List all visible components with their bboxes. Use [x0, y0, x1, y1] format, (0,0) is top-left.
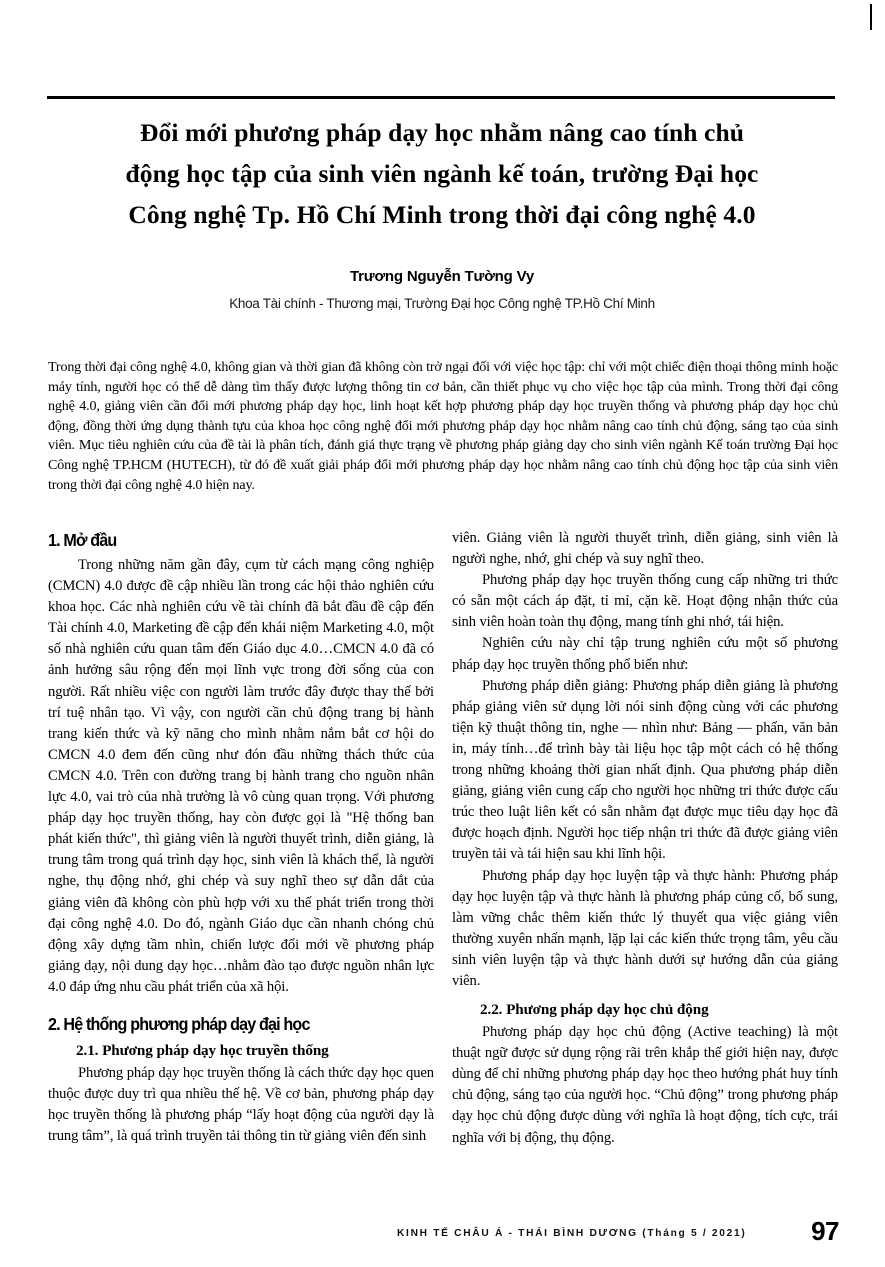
left-column [48, 528, 434, 1147]
author-name: Trương Nguyễn Tường Vy [350, 268, 534, 285]
author-affiliation: Khoa Tài chính - Thương mại, Trường Đại học Công nghệ TP.Hồ Chí Minh [229, 296, 655, 311]
continued-paragraph: viên. Giảng viên là người thuyết trình, diễn giảng, sinh viên là người nghe, nhớ, ghi chép và suy nghĩ theo. [452, 530, 838, 568]
section-1-heading: 1. Mở đầu [48, 530, 117, 550]
title-line-2: động học tập của sinh viên ngành kế toán, trường Đại học [125, 159, 759, 188]
section-2-1-paragraph: Phương pháp dạy học truyền thống là cách thức dạy học quen thuộc được duy trì qua nhiều thế hệ. Về cơ bản, phương pháp dạy học truyền thống là phương pháp “lấy hoạt động của người dạy là trung tâm”, là quá trình truyền tải thông tin từ giảng viên đến sinh [48, 1064, 434, 1145]
section-1-paragraph: Trong những năm gần đây, cụm từ cách mạng công nghiệp (CMCN) 4.0 được đề cập nhiều lần trong các hội thảo nghiên cứu khoa học. Các nhà nghiên cứu về tài chính đã bắt đầu đề cập đến Tài chính 4.0, Marketing đề cập đến khái niệm Marketing 4.0, một số nhà nghiên cứu quan tâm đến Giáo dục 4.0…CMCN 4.0 đã có ảnh hưởng sâu rộng đến mọi lĩnh vực trong đời sống của con người. Rất nhiều việc con người làm trước đây được thay thế bởi trí tuệ nhân tạo. Vì vậy, con người cần chủ động trang bị hành trang kiến thức và kỹ năng cho mình nhằm nắm bắt cơ hội do CMCN 4.0 đem đến cũng như đón đầu những thách thức của CMCN 4.0. Trên con đường trang bị hành trang cho nguồn nhân lực 4.0, vai trò của nhà trường là vô cùng quan trọng. Với phương pháp dạy học truyền thống, hay còn được gọi là "Hệ thống ban phát kiến thức", thì giảng viên là người thuyết trình, diễn giảng, là trung tâm trong quá trình dạy học, sinh viên là khách thể, là người nghe, thụ động nhớ, ghi chép và suy nghĩ theo sự dẫn dắt của giảng viên đã không còn phù hợp với xu thế phát triển trong thời đại công nghệ 4.0. Do đó, ngành Giáo dục cần nhanh chóng chủ động xây dựng tầm nhìn, chiến lược đổi mới về phương pháp giảng dạy, nội dung dạy học…nhằm đào tạo được nguồn nhân lực 4.0 đáp ứng nhu cầu phát triển của xã hội. [48, 557, 434, 995]
abstract-text: Trong thời đại công nghệ 4.0, không gian và thời gian đã không còn trở ngại đối với việc học tập: chỉ với một chiếc điện thoại thông minh hoặc máy tính, người học có thể dễ dàng tìm thấy được lượng thông tin cơ bản, cần thiết phục vụ cho việc học tập của mình. Trong thời đại công nghệ 4.0, giảng viên cần đổi mới phương pháp dạy học, linh hoạt kết hợp phương pháp dạy học truyền thống và phương pháp dạy học chủ động, đồng thời ứng dụng thành tựu của khoa học công nghệ đổi mới phương pháp dạy học nhằm nâng cao tính chủ động, sáng tạo của sinh viên. Mục tiêu nghiên cứu của đề tài là phân tích, đánh giá thực trạng về phương pháp giảng dạy cho sinh viên ngành Kế toán trường Đại học Công nghệ TP.HCM (HUTECH), từ đó đề xuất giải pháp đổi mới phương pháp dạy học nhằm nâng cao tính chủ động học tập của sinh viên trong thời đại công nghệ 4.0 hiện nay. [48, 359, 838, 493]
section-2-1-heading: 2.1. Phương pháp dạy học truyền thống [76, 1041, 329, 1059]
footer-journal-line: KINH TẾ CHÂU Á - THÁI BÌNH DƯƠNG (Tháng 5 / 2021) [397, 1228, 747, 1239]
page-title [52, 112, 832, 235]
right-paragraph-2: Phương pháp dạy học truyền thống cung cấp những tri thức có sẵn một cách áp đặt, tỉ mỉ, cặn kẽ. Hoạt động nhận thức của sinh viên hoàn toàn thụ động, mang tính ghi nhớ, tái hiện. [452, 572, 838, 631]
section-2-2-paragraph: Phương pháp dạy học chủ động (Active teaching) là một thuật ngữ được sử dụng rộng rãi trên khắp thế giới hiện nay, được dùng để chỉ những phương pháp dạy học theo hướng phát huy tính chủ động, sáng tạo của người học. “Chủ động” trong phương pháp dạy học chủ động được dùng với nghĩa là hoạt động, tích cực, trái nghĩa với bị động, thụ động. [452, 1024, 838, 1146]
page-number: 97 [811, 1216, 839, 1246]
section-2-heading: 2. Hệ thống phương pháp dạy đại học [48, 1013, 310, 1034]
right-paragraph-5: Phương pháp dạy học luyện tập và thực hành: Phương pháp dạy học luyện tập và thực hành là phương pháp củng cố, bổ sung, làm vững chắc thêm kiến thức lý thuyết qua việc giảng viên thường xuyên nhấn mạnh, lặp lại các kiến thức trọng tâm, yêu cầu sinh viên luyện tập và thực hành dưới sự hướng dẫn của giảng viên. [452, 867, 838, 989]
section-2-2-heading: 2.2. Phương pháp dạy học chủ động [480, 1001, 709, 1019]
title-line-3: Công nghệ Tp. Hồ Chí Minh trong thời đại công nghệ 4.0 [128, 200, 756, 229]
right-column [452, 528, 838, 1149]
header-rule [47, 96, 835, 99]
right-paragraph-3: Nghiên cứu này chỉ tập trung nghiên cứu một số phương pháp dạy học truyền thống phổ biến như: [452, 635, 838, 673]
page-edge-mark [870, 4, 872, 30]
title-line-1: Đổi mới phương pháp dạy học nhằm nâng cao tính chủ [139, 118, 745, 147]
right-paragraph-4: Phương pháp diễn giảng: Phương pháp diễn giảng là phương pháp giảng viên sử dụng lời nói sinh động cùng với các phương tiện kỹ thuật thông tin, nghe — nhìn như: Bảng — phấn, văn bản in, máy tính…để trình bày tài liệu học tập một cách có hệ thống trong những khoảng thời gian nhất định. Qua phương pháp diễn giảng, giảng viên cung cấp cho người học những tri thức được cấu trúc theo luật liên kết có sẵn nhằm đạt được mục tiêu dạy học đã được hoạch định. Người học tiếp nhận tri thức đã được giảng viên truyền tải và tái hiện sau khi lĩnh hội. [452, 677, 838, 863]
